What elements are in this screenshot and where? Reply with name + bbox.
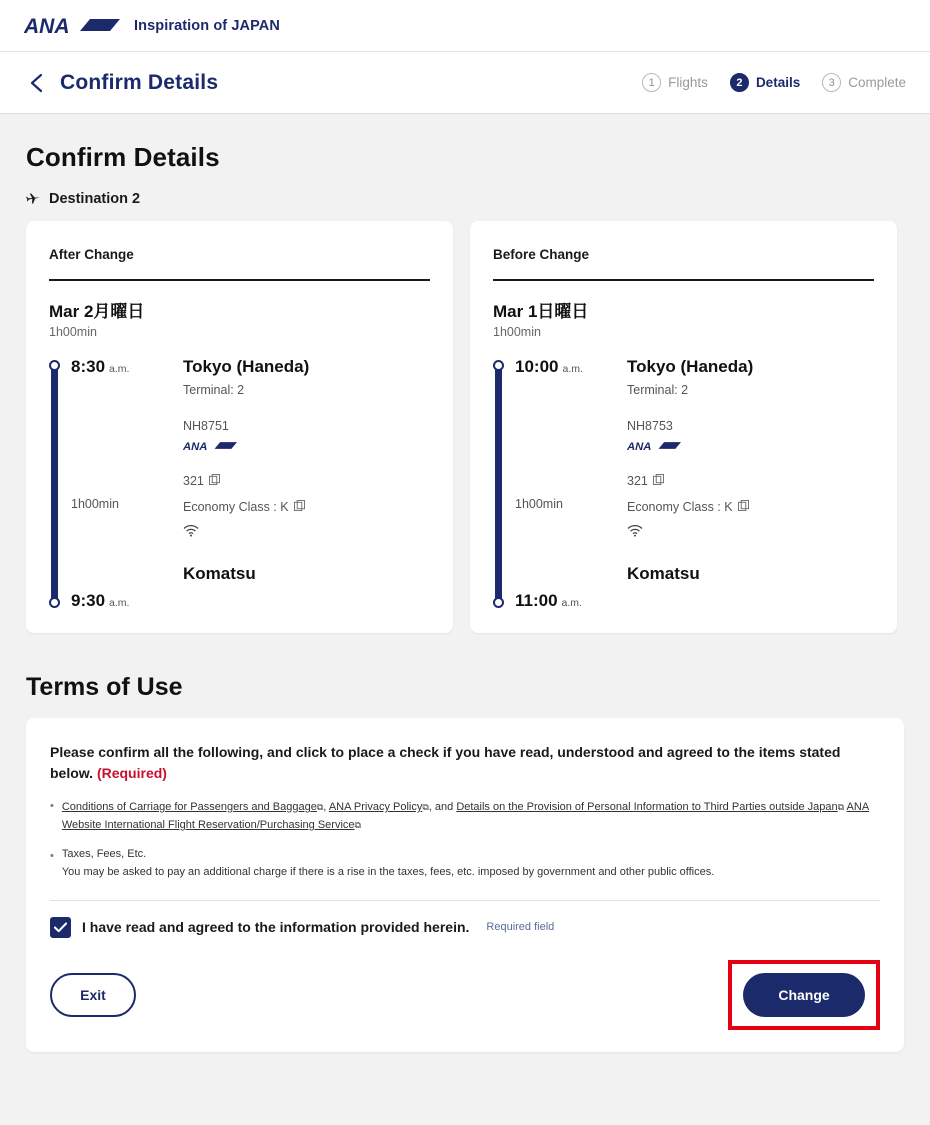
step-label: Flights: [668, 75, 708, 90]
step-complete[interactable]: [822, 73, 906, 92]
destination-row: [26, 191, 904, 207]
arrival-city: Komatsu: [183, 564, 256, 583]
timeline-right-column: [179, 357, 430, 611]
arrival-time-row: [71, 591, 179, 611]
step-flights[interactable]: [642, 73, 708, 92]
departure-time-row: [71, 357, 179, 377]
page-header: [0, 52, 930, 114]
wifi-icon: [627, 524, 874, 542]
terms-links-body: [62, 798, 880, 834]
required-tag: (Required): [96, 765, 167, 781]
external-link-icon[interactable]: ⧉: [316, 802, 324, 812]
terms-bullet-links: [50, 798, 880, 834]
departure-time: 8:30: [71, 357, 106, 376]
timeline-dot-arrival: [49, 597, 60, 608]
destination-label: Destination 2: [49, 191, 141, 207]
brand-tagline: Inspiration of JAPAN: [134, 17, 280, 34]
back-icon[interactable]: [24, 70, 50, 96]
step-number: 1: [642, 73, 661, 92]
step-details[interactable]: [730, 73, 800, 92]
terms-taxes-block: [62, 848, 714, 882]
flight-card-before-change: [470, 221, 897, 633]
arrival-time-row: [515, 591, 623, 611]
link-website-reservation-service[interactable]: ANA Website International Flight Reservation/Purchasing Service: [61, 801, 870, 832]
cabin-row: [183, 500, 430, 514]
timeline-left-column: [49, 357, 179, 611]
footer-strip: [0, 1078, 930, 1096]
cabin-row: [627, 500, 874, 514]
airplane-icon: [26, 192, 41, 207]
arrival-time: 9:30: [71, 591, 106, 610]
arrival-time: 11:00: [515, 591, 558, 610]
timeline-bar: [51, 365, 58, 603]
timeline-dot-departure: [493, 360, 504, 371]
link-third-party-info[interactable]: Details on the Provision of Personal Information to Third Parties outside Japan: [456, 801, 838, 813]
segment-duration: 1h00min: [515, 497, 563, 511]
external-link-icon[interactable]: [294, 500, 305, 514]
terms-lead-text: Please confirm all the following, and click to place a check if you have read, understood and agreed to the items stated below.: [50, 744, 841, 781]
departure-city: Tokyo (Haneda): [627, 357, 754, 376]
terms-title: Terms of Use: [26, 673, 183, 701]
card-divider: [493, 279, 874, 281]
external-link-icon[interactable]: [738, 500, 749, 514]
aircraft-row: [627, 474, 874, 488]
carrier-logo: [183, 439, 430, 458]
bullet-dot-icon: •: [50, 850, 54, 863]
departure-ampm: a.m.: [562, 363, 583, 375]
departure-terminal: Terminal: 2: [183, 383, 245, 397]
departure-time-row: [515, 357, 623, 377]
timeline-left-column: [493, 357, 623, 611]
departure-time: 10:00: [515, 357, 559, 376]
arrival-ampm: a.m.: [561, 597, 582, 609]
header-title: Confirm Details: [60, 70, 219, 94]
progress-stepper: [642, 73, 906, 92]
change-button[interactable]: Change: [743, 973, 865, 1017]
step-number: 2: [730, 73, 749, 92]
flight-date: Mar 1日曜日: [493, 302, 589, 321]
timeline-dot-departure: [49, 360, 60, 371]
step-number: 3: [822, 73, 841, 92]
cabin-class: Economy Class : K: [183, 500, 289, 514]
svg-text:ANA: ANA: [183, 440, 208, 453]
arrival-city: Komatsu: [627, 564, 700, 583]
step-label: Details: [755, 75, 801, 90]
link-conditions-of-carriage[interactable]: Conditions of Carriage for Passengers and Baggage: [61, 801, 317, 813]
flight-total-duration: 1h00min: [493, 325, 541, 339]
taxes-body: You may be asked to pay an additional charge if there is a rise in the taxes, fees, etc. imposed by government and other public offices.: [61, 866, 715, 879]
segment-duration: 1h00min: [71, 497, 119, 511]
external-link-icon[interactable]: [653, 474, 664, 488]
flight-total-duration: 1h00min: [49, 325, 97, 339]
external-link-icon[interactable]: ⧉: [837, 802, 845, 812]
agree-label: I have read and agreed to the information provided herein.: [82, 919, 470, 936]
external-link-icon[interactable]: ⧉: [354, 820, 361, 831]
cabin-class: Economy Class : K: [627, 500, 733, 514]
departure-city: Tokyo (Haneda): [183, 357, 310, 376]
terms-lead: [50, 742, 880, 784]
taxes-heading: Taxes, Fees, Etc.: [61, 848, 147, 861]
flight-number: NH8751: [183, 419, 229, 433]
flight-date: Mar 2月曜日: [49, 302, 145, 321]
main-content: [0, 114, 930, 1052]
flight-number: NH8753: [627, 419, 673, 433]
external-link-icon[interactable]: [209, 474, 220, 488]
bullet-dot-icon: •: [50, 800, 54, 812]
timeline-bar: [495, 365, 502, 603]
terms-divider: [50, 900, 880, 901]
flight-cards: [26, 221, 904, 633]
arrival-ampm: a.m.: [109, 597, 130, 609]
wifi-icon: [183, 524, 430, 542]
aircraft-row: [183, 474, 430, 488]
page-title: Confirm Details: [26, 142, 220, 172]
flight-timeline: [49, 357, 430, 611]
action-buttons: [50, 960, 880, 1030]
terms-card: [26, 718, 904, 1052]
exit-button[interactable]: Exit: [50, 973, 136, 1017]
flight-card-after-change: [26, 221, 453, 633]
timeline-right-column: [623, 357, 874, 611]
carrier-logo: [627, 439, 874, 458]
card-heading: After Change: [49, 247, 134, 262]
svg-text:ANA: ANA: [627, 440, 652, 453]
departure-ampm: a.m.: [109, 363, 130, 375]
agree-required-note: Required field: [486, 921, 555, 934]
aircraft-type: 321: [183, 474, 204, 488]
brand-bar: [0, 0, 930, 52]
external-link-icon[interactable]: ⧉: [422, 802, 429, 812]
link-separator-2: , and: [428, 801, 457, 813]
departure-terminal: Terminal: 2: [627, 383, 689, 397]
agreement-row[interactable]: [50, 917, 880, 938]
timeline-dot-arrival: [493, 597, 504, 608]
terms-bullet-taxes: [50, 848, 880, 882]
card-heading: Before Change: [493, 247, 590, 262]
agree-checkbox[interactable]: [50, 917, 71, 938]
card-divider: [49, 279, 430, 281]
ana-logo[interactable]: [24, 15, 120, 37]
step-label: Complete: [848, 75, 906, 90]
change-button-highlight: [728, 960, 880, 1030]
link-separator-1: ,: [323, 801, 329, 813]
flight-timeline: [493, 357, 874, 611]
aircraft-type: 321: [627, 474, 648, 488]
link-privacy-policy[interactable]: ANA Privacy Policy: [328, 801, 423, 813]
svg-text:ANA: ANA: [24, 14, 70, 37]
